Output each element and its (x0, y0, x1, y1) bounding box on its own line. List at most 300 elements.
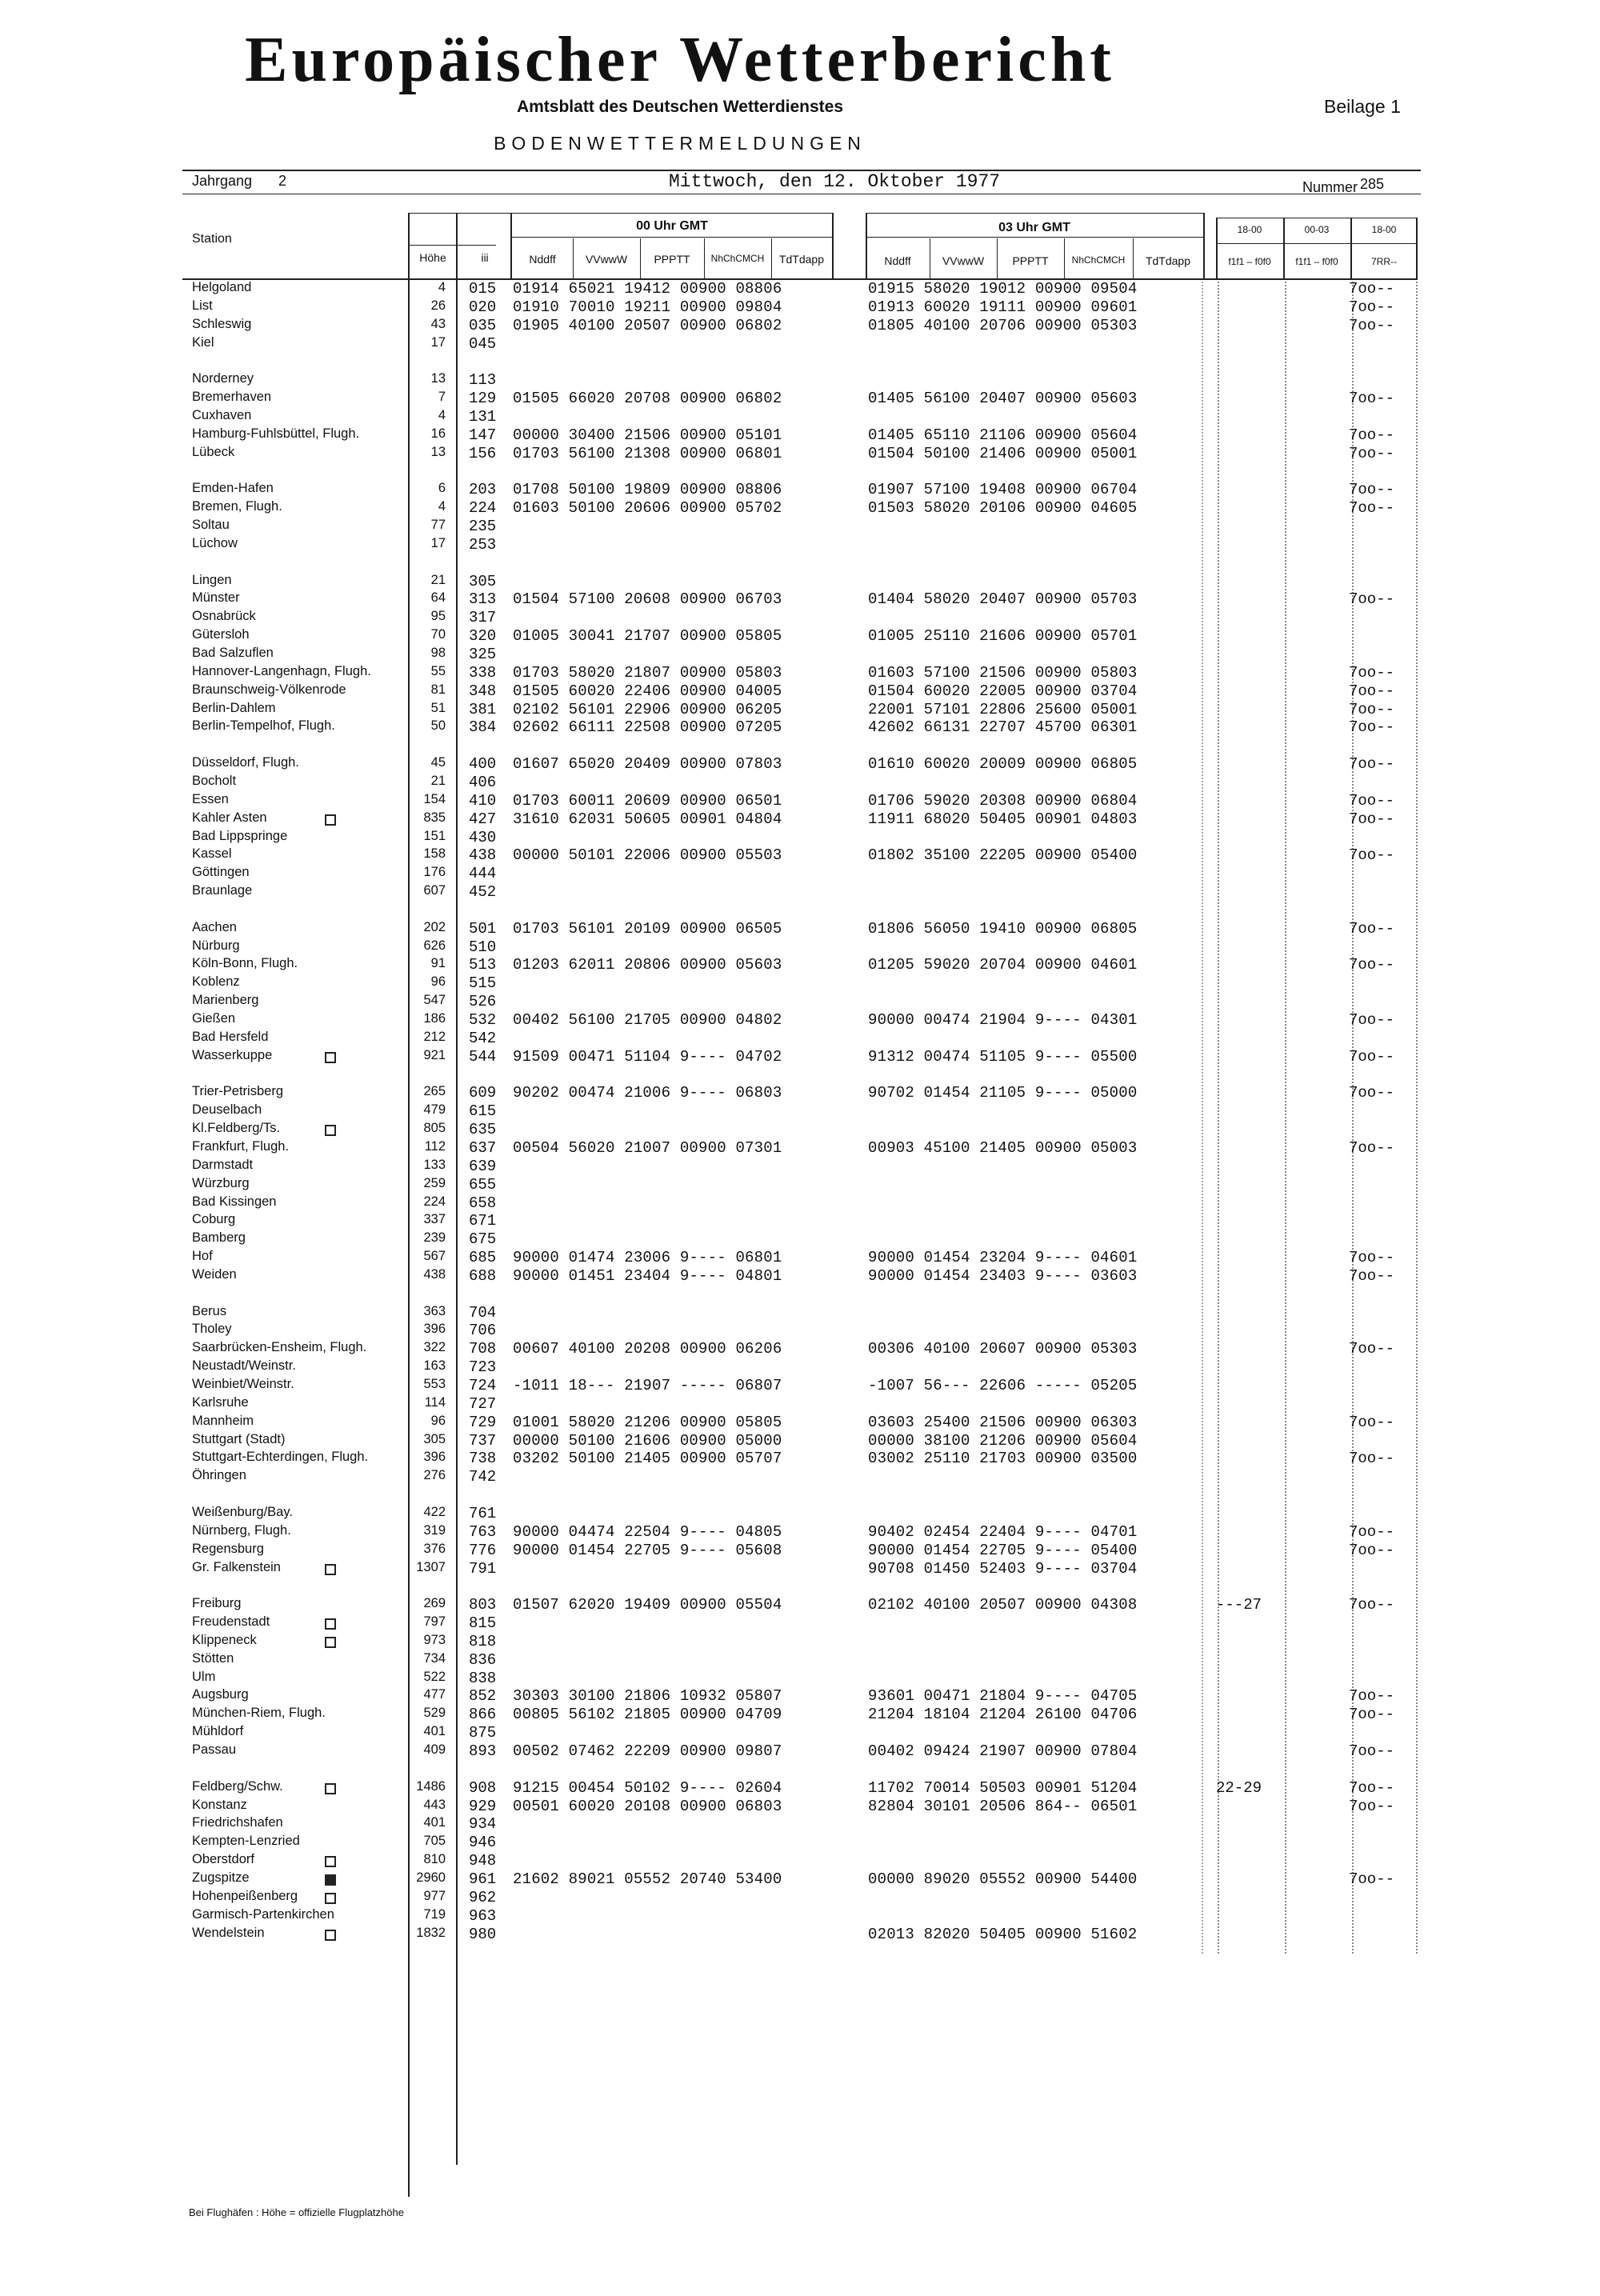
station-number: 338 (469, 663, 497, 682)
station-name: Karlsruhe (192, 1394, 249, 1410)
station-number: 045 (469, 334, 497, 353)
station-height: 77 (430, 518, 446, 533)
station-number: 400 (469, 755, 497, 774)
obs-03-utc: 42602 66131 22707 45700 06301 (868, 718, 1138, 737)
obs-00-utc: 01505 66020 20708 00900 06802 (513, 390, 782, 408)
station-name: Nürnberg, Flugh. (192, 1522, 291, 1538)
station-height: 567 (423, 1249, 446, 1264)
station-name: Göttingen (192, 865, 250, 880)
station-height: 51 (430, 700, 446, 715)
obs-03-utc: 01504 50100 21406 00900 05001 (868, 444, 1138, 462)
station-name: Bocholt (192, 773, 237, 788)
precip-group: 7oo-- (1349, 1266, 1395, 1285)
station-height: 212 (423, 1029, 446, 1044)
nummer-label: Nummer (1302, 179, 1358, 195)
precip-group: 7oo-- (1349, 1541, 1395, 1559)
block00-col-clouds: NhChCMCH (710, 253, 765, 264)
obs-00-utc: 00000 50101 22006 00900 05503 (513, 846, 782, 865)
station-number: 893 (469, 1742, 497, 1760)
obs-00-utc: 00502 07462 22209 00900 09807 (513, 1742, 782, 1760)
station-height: 376 (423, 1541, 446, 1556)
precip-group: 7oo-- (1349, 499, 1395, 518)
station-height: 1486 (416, 1778, 446, 1794)
station-name: Stuttgart-Echterdingen, Flugh. (192, 1450, 369, 1465)
station-number: 147 (469, 426, 497, 444)
station-height: 396 (423, 1322, 446, 1337)
station-height: 17 (430, 334, 446, 350)
block03-rule (866, 237, 1203, 238)
block00-col-vvwww: VVwwW (585, 253, 628, 266)
station-number: 615 (469, 1102, 497, 1121)
station-number: 430 (469, 828, 497, 846)
station-name: Wendelstein (192, 1925, 265, 1940)
block00-header: 00 Uhr GMT (636, 219, 708, 233)
open-square-icon (325, 1637, 336, 1648)
station-name: Kl.Feldberg/Ts. (192, 1121, 281, 1136)
station-height: 626 (423, 938, 446, 953)
station-name: Kahler Asten (192, 810, 267, 825)
station-name: Nürburg (192, 938, 240, 953)
footnote: Bei Flughäfen : Höhe = offizielle Flugplatzhöhe (189, 2206, 404, 2218)
station-name: Bamberg (192, 1230, 246, 1246)
station-height: 13 (430, 444, 446, 459)
station-height: 112 (424, 1138, 446, 1154)
hoehe-column-divider (456, 213, 458, 2165)
obs-00-utc: 00504 56020 21007 00900 07301 (513, 1138, 782, 1157)
obs-00-utc: 01607 65020 20409 00900 07803 (513, 755, 782, 774)
station-name: Berus (192, 1303, 227, 1318)
station-name: Hohenpeißenberg (192, 1888, 298, 1903)
block03-header: 03 Uhr GMT (998, 221, 1070, 234)
station-name: Lüchow (192, 535, 238, 550)
obs-00-utc: 01910 70010 19211 00900 09804 (513, 298, 782, 316)
precip-group: 7oo-- (1349, 663, 1395, 682)
obs-00-utc: 00607 40100 20208 00900 06206 (513, 1340, 782, 1358)
iii-header: iii (481, 251, 489, 264)
open-square-icon (325, 1052, 336, 1063)
obs-00-utc: 03202 50100 21405 00900 05707 (513, 1450, 782, 1468)
station-number: 513 (469, 956, 497, 974)
station-height: 396 (423, 1450, 446, 1465)
station-name: Tholey (192, 1322, 232, 1337)
station-height: 2960 (416, 1870, 446, 1885)
station-number: 113 (469, 371, 497, 390)
station-number: 444 (469, 865, 497, 883)
station-name: Helgoland (192, 280, 252, 294)
report-title: Europäischer Wetterbericht (245, 25, 1115, 95)
precip-group: 7oo-- (1349, 481, 1395, 499)
precip-group: 7oo-- (1349, 1084, 1395, 1102)
station-name: Friedrichshafen (192, 1815, 283, 1830)
rain-period-2: 00-03 (1304, 224, 1330, 235)
station-height: 553 (423, 1377, 446, 1391)
station-name: Cuxhaven (192, 407, 252, 422)
obs-00-utc: 01603 50100 20606 00900 05702 (513, 499, 782, 518)
obs-03-utc: 11911 68020 50405 00901 04803 (868, 810, 1138, 828)
obs-03-utc: 03002 25110 21703 00900 03500 (868, 1450, 1138, 1468)
open-square-icon (325, 814, 336, 826)
obs-03-utc: 01907 57100 19408 00900 06704 (868, 481, 1138, 499)
station-height: 422 (423, 1504, 446, 1519)
station-number: 532 (469, 1011, 497, 1029)
station-name: Hannover-Langenhagn, Flugh. (192, 663, 371, 678)
station-number: 406 (469, 773, 497, 791)
block03-end-divider (1203, 213, 1205, 280)
station-number: 427 (469, 810, 497, 828)
station-name: Braunschweig-Völkenrode (192, 682, 346, 697)
station-height: 337 (423, 1212, 446, 1227)
rain-period-1: 18-00 (1237, 224, 1262, 235)
station-number: 961 (469, 1870, 497, 1888)
station-name: Saarbrücken-Ensheim, Flugh. (192, 1340, 367, 1355)
station-number: 381 (469, 700, 497, 718)
station-name: Gütersloh (192, 627, 250, 642)
station-header: Station (192, 232, 232, 246)
station-height: 45 (430, 755, 446, 770)
obs-03-utc: 01404 58020 20407 00900 05703 (868, 590, 1138, 609)
station-number: 655 (469, 1175, 497, 1194)
station-name: Ulm (192, 1669, 216, 1684)
obs-03-utc: 93601 00471 21804 9---- 04705 (868, 1687, 1138, 1706)
station-name: Gießen (192, 1011, 236, 1026)
station-number: 980 (469, 1925, 497, 1943)
station-height: 95 (430, 609, 446, 624)
station-height: 6 (438, 481, 446, 496)
station-name: Gr. Falkenstein (192, 1559, 281, 1574)
station-number: 637 (469, 1138, 497, 1157)
block00-subdiv-2 (640, 238, 641, 278)
station-height: 154 (423, 791, 446, 806)
station-name: Bad Lippspringe (192, 828, 288, 843)
station-number: 156 (469, 444, 497, 462)
station-height: 322 (423, 1340, 446, 1355)
station-number: 761 (469, 1504, 497, 1522)
obs-00-utc: 01703 60011 20609 00900 06501 (513, 791, 782, 810)
station-number: 908 (469, 1778, 497, 1797)
rain-sub-1: f1f1 – f0f0 (1228, 256, 1271, 267)
station-number: 946 (469, 1834, 497, 1852)
station-number: 838 (469, 1669, 497, 1687)
obs-03-utc: 02013 82020 50405 00900 51602 (868, 1925, 1138, 1943)
obs-03-utc: 01706 59020 20308 00900 06804 (868, 791, 1138, 810)
station-height: 16 (430, 426, 446, 441)
precip-group: 7oo-- (1349, 810, 1395, 828)
obs-00-utc: 91509 00471 51104 9---- 04702 (513, 1047, 782, 1066)
station-name: Darmstadt (192, 1157, 254, 1172)
open-square-icon (325, 1618, 336, 1630)
precip-group: 7oo-- (1349, 1413, 1395, 1431)
station-height: 55 (430, 663, 446, 678)
obs-03-utc: 90000 01454 22705 9---- 05400 (868, 1541, 1138, 1559)
station-name: Lingen (192, 572, 232, 587)
open-square-icon (325, 1893, 336, 1904)
obs-03-utc: 82804 30101 20506 864-- 06501 (868, 1797, 1138, 1815)
precip-group: 7oo-- (1349, 1047, 1395, 1066)
precip-group: 7oo-- (1349, 1742, 1395, 1760)
obs-03-utc: 02102 40100 20507 00900 04308 (868, 1596, 1138, 1614)
precip-group: 7oo-- (1349, 298, 1395, 316)
station-height: 810 (423, 1852, 446, 1867)
station-name: Bremerhaven (192, 390, 272, 405)
obs-03-utc: 01915 58020 19012 00900 09504 (868, 280, 1138, 298)
station-height: 186 (423, 1011, 446, 1026)
obs-00-utc: -1011 18--- 21907 ----- 06807 (513, 1377, 782, 1394)
obs-00-utc: 01504 57100 20608 00900 06703 (513, 590, 782, 609)
station-height: 17 (430, 535, 446, 550)
obs-00-utc: 00805 56102 21805 00900 04709 (513, 1706, 782, 1724)
station-name: Kiel (192, 334, 214, 350)
station-name: List (192, 298, 213, 313)
station-height: 1832 (416, 1925, 446, 1940)
station-height: 43 (430, 316, 446, 331)
precip-group: 7oo-- (1349, 1138, 1395, 1157)
station-height: 319 (423, 1522, 446, 1538)
station-height: 401 (423, 1724, 446, 1739)
open-square-icon (325, 1125, 336, 1136)
station-number: 729 (469, 1413, 497, 1431)
station-number: 015 (469, 280, 497, 298)
obs-03-utc: 01405 56100 20407 00900 05603 (868, 390, 1138, 408)
rain-end-dots (1416, 282, 1418, 1954)
station-height: 276 (423, 1468, 446, 1483)
obs-00-utc: 01005 30041 21707 00900 05805 (513, 627, 782, 646)
obs-00-utc: 01507 62020 19409 00900 05504 (513, 1596, 782, 1614)
rain-col2-dots (1285, 282, 1286, 1954)
obs-03-utc: 90402 02454 22404 9---- 04701 (868, 1522, 1138, 1541)
obs-03-utc: 01005 25110 21606 00900 05701 (868, 627, 1138, 646)
station-number: 501 (469, 919, 497, 938)
station-height: 522 (423, 1669, 446, 1684)
precip-group: 7oo-- (1349, 700, 1395, 718)
station-number: 724 (469, 1377, 497, 1394)
station-name: Passau (192, 1742, 237, 1757)
obs-03-utc: 22001 57101 22806 25600 05001 (868, 700, 1138, 718)
station-number: 791 (469, 1559, 497, 1578)
block03-col-ppptt: PPPTT (1012, 254, 1049, 267)
station-number: 934 (469, 1815, 497, 1834)
station-number: 685 (469, 1249, 497, 1267)
station-height: 114 (424, 1394, 446, 1410)
obs-03-utc: 11702 70014 50503 00901 51204 (868, 1778, 1138, 1797)
station-name: Garmisch-Partenkirchen (192, 1906, 334, 1922)
station-height: 98 (430, 646, 446, 660)
station-number: 635 (469, 1121, 497, 1139)
station-height: 4 (438, 407, 446, 422)
station-number: 852 (469, 1687, 497, 1706)
obs-03-utc: 00306 40100 20607 00900 05303 (868, 1340, 1138, 1358)
station-height: 973 (423, 1632, 446, 1647)
obs-00-utc: 00000 30400 21506 00900 05101 (513, 426, 782, 444)
obs-03-utc: 00000 89020 05552 00900 54400 (868, 1870, 1138, 1888)
station-height: 151 (423, 828, 446, 843)
station-height: 805 (423, 1121, 446, 1136)
obs-00-utc: 90000 01454 22705 9---- 05608 (513, 1541, 782, 1559)
station-height: 4 (438, 499, 446, 514)
obs-00-utc: 01505 60020 22406 00900 04005 (513, 682, 782, 700)
station-name: Oberstdorf (192, 1852, 254, 1867)
obs-03-utc: 90708 01450 52403 9---- 03704 (868, 1559, 1138, 1578)
station-height: 176 (423, 865, 446, 880)
station-number: 325 (469, 646, 497, 663)
station-number: 671 (469, 1212, 497, 1230)
precip-group: 7oo-- (1349, 426, 1395, 444)
station-name: Mühldorf (192, 1724, 244, 1739)
station-name: Kempten-Lenzried (192, 1834, 300, 1849)
obs-00-utc: 01703 58020 21807 00900 05803 (513, 663, 782, 682)
station-name: Wasserkuppe (192, 1047, 273, 1062)
station-number: 962 (469, 1888, 497, 1906)
precip-18-00: 22-29 (1216, 1778, 1262, 1797)
station-name: Düsseldorf, Flugh. (192, 755, 299, 770)
precip-group: 7oo-- (1349, 755, 1395, 774)
block00-col-nddff: Nddff (529, 253, 556, 266)
station-height: 977 (423, 1888, 446, 1903)
station-number: 706 (469, 1322, 497, 1340)
station-name: Münster (192, 590, 240, 606)
station-number: 313 (469, 590, 497, 609)
station-number: 815 (469, 1614, 497, 1633)
station-height: 13 (430, 371, 446, 386)
precip-group: 7oo-- (1349, 1340, 1395, 1358)
station-number: 866 (469, 1706, 497, 1724)
station-height: 50 (430, 718, 446, 734)
station-number: 948 (469, 1852, 497, 1870)
obs-00-utc: 01905 40100 20507 00900 06802 (513, 316, 782, 334)
station-name: Bremen, Flugh. (192, 499, 282, 514)
block03-col-vvwww: VVwwW (942, 254, 985, 267)
precip-group: 7oo-- (1349, 1450, 1395, 1468)
station-name: Stuttgart (Stadt) (192, 1431, 286, 1446)
nummer-value: 285 (1360, 176, 1385, 192)
station-name: Zugspitze (192, 1870, 250, 1885)
block00-col-tdtd: TdTdapp (778, 253, 825, 266)
station-number: 020 (469, 298, 497, 316)
obs-03-utc: 01503 58020 20106 00900 04605 (868, 499, 1138, 518)
precip-group: 7oo-- (1349, 682, 1395, 700)
obs-03-utc: 01405 65110 21106 00900 05604 (868, 426, 1138, 444)
obs-03-utc: 01913 60020 19111 00900 09601 (868, 298, 1138, 316)
obs-00-utc: 30303 30100 21806 10932 05807 (513, 1687, 782, 1706)
precip-group: 7oo-- (1349, 846, 1395, 865)
station-name: Hamburg-Fuhlsbüttel, Flugh. (192, 426, 360, 441)
station-height: 158 (423, 846, 446, 862)
precip-group: 7oo-- (1349, 316, 1395, 334)
obs-03-utc: 01802 35100 22205 00900 05400 (868, 846, 1138, 865)
obs-00-utc: 01914 65021 19412 00900 08806 (513, 280, 782, 298)
station-number: 639 (469, 1157, 497, 1175)
station-name: Stötten (192, 1650, 234, 1666)
station-name: Würzburg (192, 1175, 250, 1190)
open-square-icon (325, 1564, 336, 1575)
station-height: 64 (430, 590, 446, 606)
station-name: Kassel (192, 846, 232, 862)
station-name: Coburg (192, 1212, 236, 1227)
rain-rule (1216, 243, 1418, 244)
precip-group: 7oo-- (1349, 444, 1395, 462)
station-number: 875 (469, 1724, 497, 1742)
obs-03-utc: 01205 59020 20704 00900 04601 (868, 956, 1138, 974)
station-height: 21 (430, 773, 446, 788)
station-name: Weiden (192, 1266, 237, 1282)
station-number: 776 (469, 1541, 497, 1559)
obs-00-utc: 01203 62011 20806 00900 05603 (513, 956, 782, 974)
block00-end-divider (832, 213, 834, 280)
station-name: Trier-Petrisberg (192, 1084, 283, 1099)
obs-03-utc: 90000 01454 23403 9---- 03603 (868, 1266, 1138, 1285)
station-height: 921 (423, 1047, 446, 1062)
station-name: Schleswig (192, 316, 252, 331)
obs-03-utc: 01805 40100 20706 00900 05303 (868, 316, 1138, 334)
station-height: 26 (430, 298, 446, 313)
station-number: 742 (469, 1468, 497, 1486)
block00-subdiv-3 (704, 238, 705, 278)
block03-subdiv-3 (1064, 238, 1065, 278)
station-number: 203 (469, 481, 497, 499)
station-name: Norderney (192, 371, 254, 386)
obs-03-utc: 01504 60020 22005 00900 03704 (868, 682, 1138, 700)
station-number: 929 (469, 1797, 497, 1815)
station-height: 202 (423, 919, 446, 934)
station-name: Freiburg (192, 1596, 242, 1611)
station-number: 515 (469, 974, 497, 993)
station-number: 305 (469, 572, 497, 590)
jahrgang-value: 2 (278, 173, 287, 189)
station-height: 835 (423, 810, 446, 825)
station-height: 133 (423, 1157, 446, 1172)
block03-col-clouds: NhChCMCH (1071, 254, 1126, 266)
block00-rule (512, 237, 832, 238)
obs-00-utc: 90000 04474 22504 9---- 04805 (513, 1522, 782, 1541)
station-name: Marienberg (192, 993, 259, 1008)
obs-00-utc: 01703 56101 20109 00900 06505 (513, 919, 782, 938)
precip-group: 7oo-- (1349, 1797, 1395, 1815)
station-number: 317 (469, 609, 497, 627)
station-number: 320 (469, 627, 497, 646)
obs-03-utc: 90000 01454 23204 9---- 04601 (868, 1249, 1138, 1267)
station-number: 963 (469, 1906, 497, 1925)
station-number: 727 (469, 1394, 497, 1413)
station-number: 544 (469, 1047, 497, 1066)
station-name: Bad Kissingen (192, 1194, 277, 1209)
table-top-rule-a (408, 213, 832, 214)
hoehe-header-rule (408, 245, 496, 246)
station-number: 526 (469, 993, 497, 1011)
station-number: 253 (469, 535, 497, 554)
station-height: 21 (430, 572, 446, 587)
station-name: München-Riem, Flugh. (192, 1706, 326, 1721)
station-name: Konstanz (192, 1797, 247, 1812)
beilage-label: Beilage 1 (1324, 96, 1401, 117)
obs-03-utc: -1007 56--- 22606 ----- 05205 (868, 1377, 1138, 1394)
station-name: Klippeneck (192, 1632, 257, 1647)
station-height: 81 (430, 682, 446, 697)
obs-00-utc: 91215 00454 50102 9---- 02604 (513, 1778, 782, 1797)
block03-col-nddff: Nddff (884, 254, 911, 267)
obs-00-utc: 00000 50100 21606 00900 05000 (513, 1431, 782, 1450)
station-name: Feldberg/Schw. (192, 1778, 283, 1794)
filled-square-icon (325, 1874, 336, 1886)
obs-03-utc: 03603 25400 21506 00900 06303 (868, 1413, 1138, 1431)
block03-col-tdtd: TdTdapp (1145, 254, 1191, 267)
obs-03-utc: 01806 56050 19410 00900 06805 (868, 919, 1138, 938)
precip-group: 7oo-- (1349, 1249, 1395, 1267)
station-number: 510 (469, 938, 497, 956)
rain-sub-2: f1f1 – f0f0 (1295, 256, 1338, 267)
station-name: Braunlage (192, 883, 253, 898)
obs-00-utc: 01001 58020 21206 00900 05805 (513, 1413, 782, 1431)
obs-00-utc: 00402 56100 21705 00900 04802 (513, 1011, 782, 1029)
obs-03-utc: 00903 45100 21405 00900 05003 (868, 1138, 1138, 1157)
